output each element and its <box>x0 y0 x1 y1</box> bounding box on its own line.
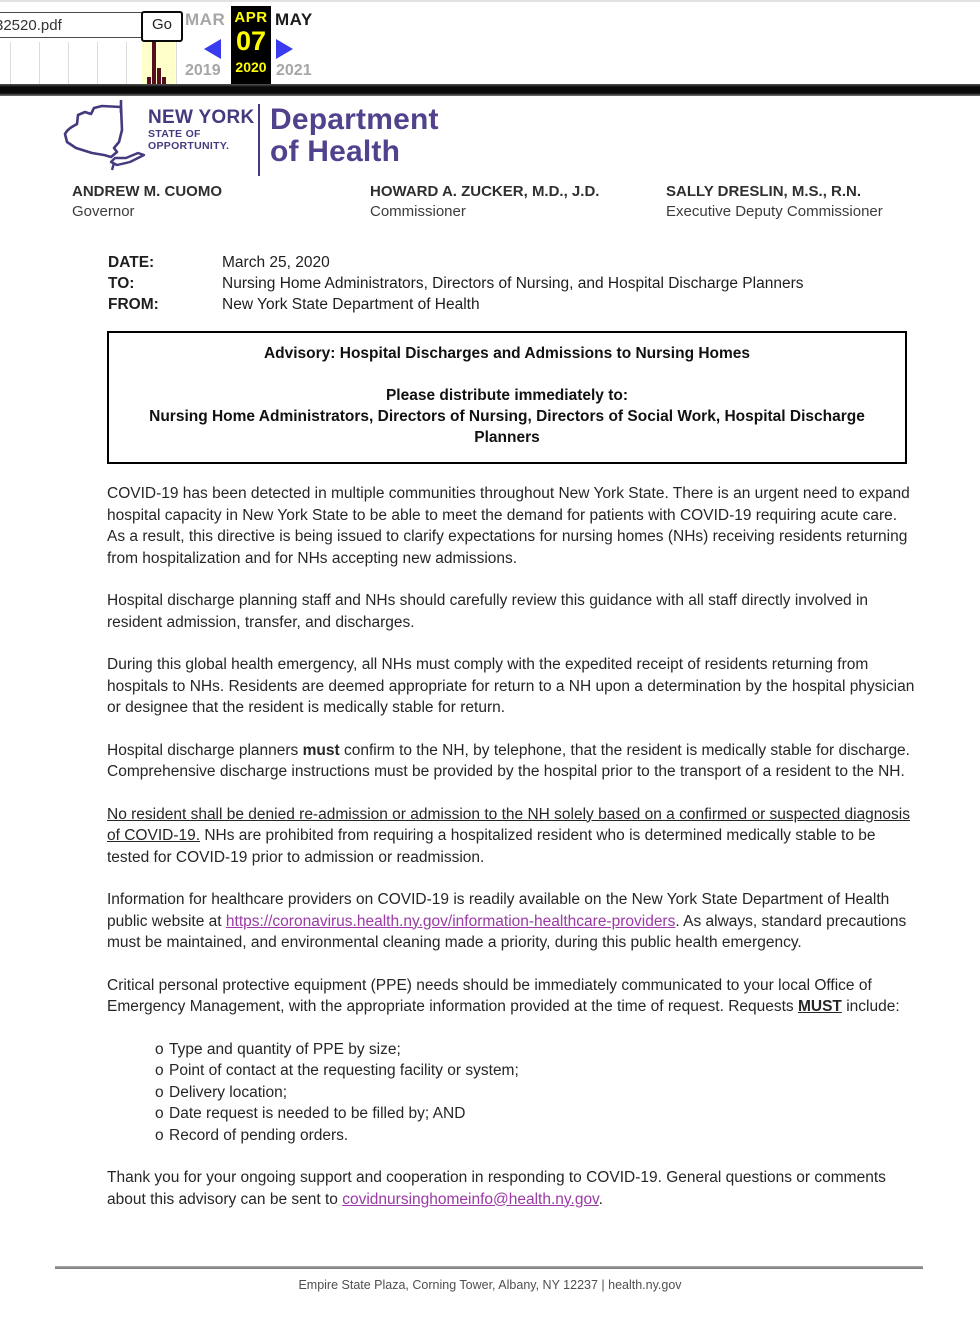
distribute-list: Nursing Home Administrators, Directors of Nursing, Directors of Social Work, Hospital Discharge Planners <box>149 408 865 446</box>
capture-timeline <box>0 42 182 86</box>
official-governor <box>72 182 222 222</box>
timeline-tick <box>97 42 98 86</box>
prev-month-link[interactable]: MAR <box>185 10 226 29</box>
official-name: HOWARD A. ZUCKER, M.D., J.D. <box>370 183 600 200</box>
p7-must: MUST <box>797 998 842 1015</box>
p7-post: include: <box>841 998 900 1015</box>
bullet-marker: o <box>155 1105 164 1122</box>
next-capture-arrow-icon[interactable] <box>276 39 293 59</box>
healthcare-providers-link[interactable]: https://coronavirus.health.ny.gov/information-healthcare-providers <box>225 912 676 930</box>
next-year-link[interactable]: 2021 <box>276 62 312 79</box>
capture-year: 2020 <box>235 59 267 75</box>
officials-row <box>0 182 980 224</box>
p6-pre: Information for healthcare providers on COVID-19 is readily available on the New York State Department of Health public website at <box>107 891 890 930</box>
covid-nursing-home-email-link[interactable]: covidnursinghomeinfo@health.ny.gov <box>342 1190 599 1208</box>
memo-row-to <box>108 273 804 294</box>
bullet-text: Delivery location; <box>169 1083 288 1101</box>
timeline-tick <box>68 42 69 86</box>
state-logo-text <box>148 108 255 152</box>
bullet-marker: o <box>155 1126 164 1144</box>
paragraph-2: Hospital discharge planning staff and NHs should carefully review this guidance with all staff directly involved in resident admission, transfer, and discharges. <box>107 592 869 631</box>
timeline-tick <box>126 42 127 86</box>
timeline-tick <box>176 42 177 86</box>
memo-label: TO: <box>108 275 135 292</box>
bullet-marker: o <box>155 1062 164 1079</box>
official-title: Executive Deputy Commissioner <box>666 203 883 220</box>
logo-line3: OPPORTUNITY. <box>148 140 230 152</box>
document-body <box>107 483 917 1231</box>
official-commissioner <box>370 182 599 222</box>
list-item <box>155 1060 917 1082</box>
p5-underlined: No resident shall be denied re-admission or admission to the NH solely based on a confirmed or suspected diagnosis of COVID-19. <box>107 805 910 844</box>
capture-month: APR <box>234 9 268 26</box>
logo-line2: STATE OF <box>148 128 201 140</box>
memo-value: New York State Department of Health <box>222 296 480 313</box>
go-button[interactable]: Go <box>141 11 183 42</box>
logo-divider <box>258 104 260 176</box>
selected-period-highlight <box>142 42 175 86</box>
memo-label: FROM: <box>108 296 159 313</box>
advisory-title: Advisory: Hospital Discharges and Admissions to Nursing Homes <box>263 345 751 362</box>
memo-value: Nursing Home Administrators, Directors of Nursing, and Hospital Discharge Planners <box>222 275 804 292</box>
paragraph-4 <box>107 740 917 783</box>
current-capture-date[interactable] <box>231 6 271 86</box>
p4-pre: Hospital discharge planners <box>107 741 303 759</box>
bullet-text: Type and quantity of PPE by size; <box>169 1040 401 1058</box>
paragraph-5 <box>107 804 917 869</box>
list-item <box>155 1125 917 1147</box>
memo-label: DATE: <box>108 254 155 271</box>
new-york-state-outline-icon <box>62 100 156 182</box>
dept-line2: of Health <box>270 135 401 168</box>
official-name: ANDREW M. CUOMO <box>72 183 222 200</box>
list-item <box>155 1082 917 1104</box>
department-name <box>270 104 439 168</box>
logo-line1: NEW YORK <box>148 107 255 128</box>
official-title: Commissioner <box>370 203 466 220</box>
timeline-tick <box>39 42 40 86</box>
p8-post: . <box>598 1190 603 1208</box>
official-name: SALLY DRESLIN, M.S., R.N. <box>666 183 862 200</box>
paragraph-7 <box>107 975 917 1018</box>
ppe-request-list <box>155 1039 917 1147</box>
p5-rest: NHs are prohibited from requiring a hospitalized resident who is determined medically stable to be tested for COVID-19 prior to admission or readmission. <box>107 827 876 866</box>
list-item <box>155 1039 917 1061</box>
next-month-link[interactable]: MAY <box>275 10 313 29</box>
p8-pre: Thank you for your ongoing support and cooperation in responding to COVID-19. General questions or comments about this advisory can be sent to <box>107 1169 886 1208</box>
url-input[interactable] <box>0 12 150 38</box>
capture-histogram-icon <box>147 42 171 86</box>
bullet-marker: o <box>155 1040 164 1058</box>
footer-address: Empire State Plaza, Corning Tower, Albany, NY 12237 | health.ny.gov <box>298 1278 682 1292</box>
paragraph-1: COVID-19 has been detected in multiple communities throughout New York State. There is an urgent need to expand hospital capacity in New York State to be able to meet the demand for patients with COVID-19 requiring acute care. As a result, this directive is being issued to clarify expectations for nursing homes (NHs) receiving residents returning from hospitalization and for NHs accepting new admissions. <box>107 485 910 567</box>
p4-bold: must <box>302 741 340 759</box>
dept-line1: Department <box>270 103 439 136</box>
prev-capture-arrow-icon[interactable] <box>204 39 221 59</box>
footer-rule <box>55 1266 923 1269</box>
capture-day: 07 <box>235 26 267 56</box>
p7-pre: Critical personal protective equipment (PPE) needs should be immediately communicated to your local Office of Emergency Management, with the appropriate information provided at the time of request. Requests <box>107 976 872 1015</box>
bullet-marker: o <box>155 1083 164 1101</box>
memo-header <box>108 252 804 315</box>
p6-post: . As always, standard precautions must be maintained, and environmental cleaning made a priority, during this public health emergency. <box>107 912 907 951</box>
letterhead <box>0 100 980 186</box>
wayback-toolbar <box>0 0 980 86</box>
official-deputy-commissioner <box>666 182 883 222</box>
toolbar-divider-bar <box>0 84 980 96</box>
paragraph-6 <box>107 889 917 954</box>
memo-row-from <box>108 294 804 315</box>
distribute-heading: Please distribute immediately to: <box>385 387 629 404</box>
paragraph-3: During this global health emergency, all NHs must comply with the expedited receipt of residents returning from hospitals to NHs. Residents are deemed appropriate for return to a NH upon a determination by the hospital physician or designee that the resident is medically stable for return. <box>107 656 915 716</box>
memo-value: March 25, 2020 <box>222 254 330 271</box>
bullet-text: Record of pending orders. <box>169 1126 349 1144</box>
prev-year-link[interactable]: 2019 <box>185 62 221 79</box>
bullet-text: Date request is needed to be filled by; AND <box>169 1105 466 1122</box>
list-item <box>155 1103 917 1125</box>
official-title: Governor <box>72 203 135 220</box>
timeline-tick <box>10 42 11 86</box>
paragraph-8 <box>107 1167 917 1210</box>
p4-post: confirm to the NH, by telephone, that the resident is medically stable for discharge. Comprehensive discharge instructions must be provided by the hospital prior to the transport of a resident to the NH. <box>107 741 910 780</box>
advisory-title-box <box>107 331 907 464</box>
memo-row-date <box>108 252 804 273</box>
bullet-text: Point of contact at the requesting facility or system; <box>169 1062 519 1079</box>
